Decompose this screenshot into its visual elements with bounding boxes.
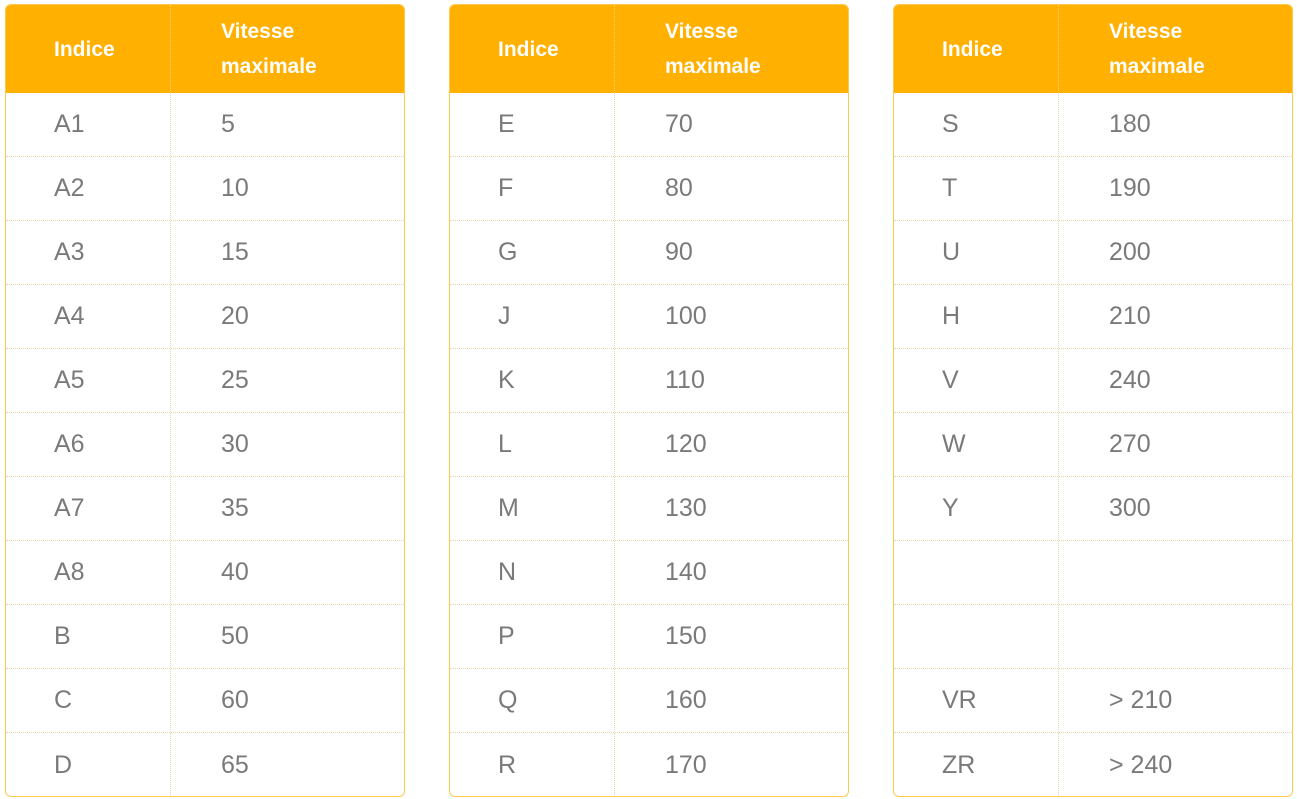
table-row: [894, 221, 1292, 285]
cell-vitesse: 300: [1109, 494, 1151, 522]
cell-vitesse: 30: [221, 430, 249, 458]
header-vitesse-line2: maximale: [221, 55, 317, 78]
table-row: [6, 413, 404, 477]
cell-vitesse: 50: [221, 622, 249, 650]
cell-indice: A3: [6, 221, 171, 284]
table-row: [894, 477, 1292, 541]
cell-vitesse: 5: [221, 110, 235, 138]
cell-vitesse: 70: [665, 110, 693, 138]
cell-indice: T: [894, 157, 1059, 220]
cell-vitesse: 200: [1109, 238, 1151, 266]
cell-indice: G: [450, 221, 615, 284]
table-body: [894, 93, 1292, 797]
cell-vitesse: 10: [221, 174, 249, 202]
cell-indice: VR: [894, 669, 1059, 732]
cell-indice: A6: [6, 413, 171, 476]
cell-indice: N: [450, 541, 615, 604]
cell-indice: P: [450, 605, 615, 668]
table-row: [894, 733, 1292, 797]
cell-vitesse: 130: [665, 494, 707, 522]
cell-indice: M: [450, 477, 615, 540]
cell-vitesse: 140: [665, 558, 707, 586]
cell-vitesse: 160: [665, 686, 707, 714]
header-vitesse-line1: Vitesse: [665, 20, 739, 43]
cell-indice: Y: [894, 477, 1059, 540]
header-vitesse-line2: maximale: [1109, 55, 1205, 78]
table-body: [6, 93, 404, 797]
table-row: [450, 477, 848, 541]
cell-indice: A5: [6, 349, 171, 412]
table-row: [6, 157, 404, 221]
header-indice: Indice: [6, 5, 171, 93]
header-vitesse-line1: Vitesse: [1109, 20, 1183, 43]
speed-index-table-2: [449, 4, 849, 797]
cell-indice: F: [450, 157, 615, 220]
header-vitesse-line1: Vitesse: [221, 20, 295, 43]
table-row: [450, 93, 848, 157]
cell-indice: R: [450, 733, 615, 797]
cell-vitesse: > 210: [1109, 686, 1173, 714]
cell-vitesse: 80: [665, 174, 693, 202]
cell-indice: B: [6, 605, 171, 668]
table-row: [6, 733, 404, 797]
table-row: [6, 669, 404, 733]
cell-indice: K: [450, 349, 615, 412]
header-vitesse-maximale: [1059, 5, 1292, 93]
cell-indice: ZR: [894, 733, 1059, 797]
table-row: [894, 349, 1292, 413]
table-row: [6, 605, 404, 669]
cell-vitesse: 120: [665, 430, 707, 458]
table-row: [894, 157, 1292, 221]
cell-indice: A8: [6, 541, 171, 604]
cell-vitesse: 15: [221, 238, 249, 266]
cell-indice: E: [450, 93, 615, 156]
cell-indice: V: [894, 349, 1059, 412]
cell-indice: A4: [6, 285, 171, 348]
table-row: [450, 669, 848, 733]
cell-vitesse: 20: [221, 302, 249, 330]
cell-vitesse: 210: [1109, 302, 1151, 330]
header-indice: Indice: [450, 5, 615, 93]
cell-indice: Q: [450, 669, 615, 732]
cell-vitesse: 100: [665, 302, 707, 330]
cell-indice: S: [894, 93, 1059, 156]
cell-vitesse: 90: [665, 238, 693, 266]
table-row: [450, 413, 848, 477]
header-vitesse-maximale: [171, 5, 404, 93]
cell-vitesse: > 240: [1109, 750, 1173, 779]
cell-vitesse: 150: [665, 622, 707, 650]
cell-indice: J: [450, 285, 615, 348]
table-row: [6, 541, 404, 605]
table-row: [894, 413, 1292, 477]
table-row: [894, 285, 1292, 349]
cell-vitesse: 240: [1109, 366, 1151, 394]
cell-vitesse: 65: [221, 750, 249, 779]
table-row: [450, 605, 848, 669]
table-row: [6, 477, 404, 541]
table-row: [6, 221, 404, 285]
cell-indice: D: [6, 733, 171, 797]
table-row: [894, 93, 1292, 157]
table-header: [894, 5, 1292, 93]
table-header: [6, 5, 404, 93]
header-indice: Indice: [894, 5, 1059, 93]
cell-vitesse: 270: [1109, 430, 1151, 458]
cell-vitesse: 25: [221, 366, 249, 394]
table-body: [450, 93, 848, 797]
header-vitesse-line2: maximale: [665, 55, 761, 78]
cell-vitesse: 190: [1109, 174, 1151, 202]
table-row: [450, 157, 848, 221]
cell-indice: W: [894, 413, 1059, 476]
cell-vitesse: 40: [221, 558, 249, 586]
table-row: [894, 669, 1292, 733]
table-header: [450, 5, 848, 93]
table-row: [450, 221, 848, 285]
cell-vitesse: 170: [665, 750, 707, 779]
table-row: [450, 349, 848, 413]
cell-indice: A2: [6, 157, 171, 220]
table-row: [6, 349, 404, 413]
cell-vitesse: [1059, 605, 1292, 668]
cell-indice: U: [894, 221, 1059, 284]
cell-indice: [894, 541, 1059, 604]
cell-vitesse: 180: [1109, 110, 1151, 138]
table-row: [6, 285, 404, 349]
cell-indice: C: [6, 669, 171, 732]
cell-indice: L: [450, 413, 615, 476]
cell-vitesse: 60: [221, 686, 249, 714]
cell-vitesse: 35: [221, 494, 249, 522]
speed-index-table-3: [893, 4, 1293, 797]
cell-indice: H: [894, 285, 1059, 348]
cell-vitesse: 110: [665, 366, 705, 394]
header-vitesse-maximale: [615, 5, 848, 93]
cell-indice: [894, 605, 1059, 668]
speed-index-table-1: [5, 4, 405, 797]
cell-vitesse: [1059, 541, 1292, 604]
table-row: [6, 93, 404, 157]
cell-indice: A7: [6, 477, 171, 540]
table-row: [894, 605, 1292, 669]
table-row: [450, 285, 848, 349]
table-row: [450, 733, 848, 797]
table-row: [450, 541, 848, 605]
cell-indice: A1: [6, 93, 171, 156]
table-row: [894, 541, 1292, 605]
